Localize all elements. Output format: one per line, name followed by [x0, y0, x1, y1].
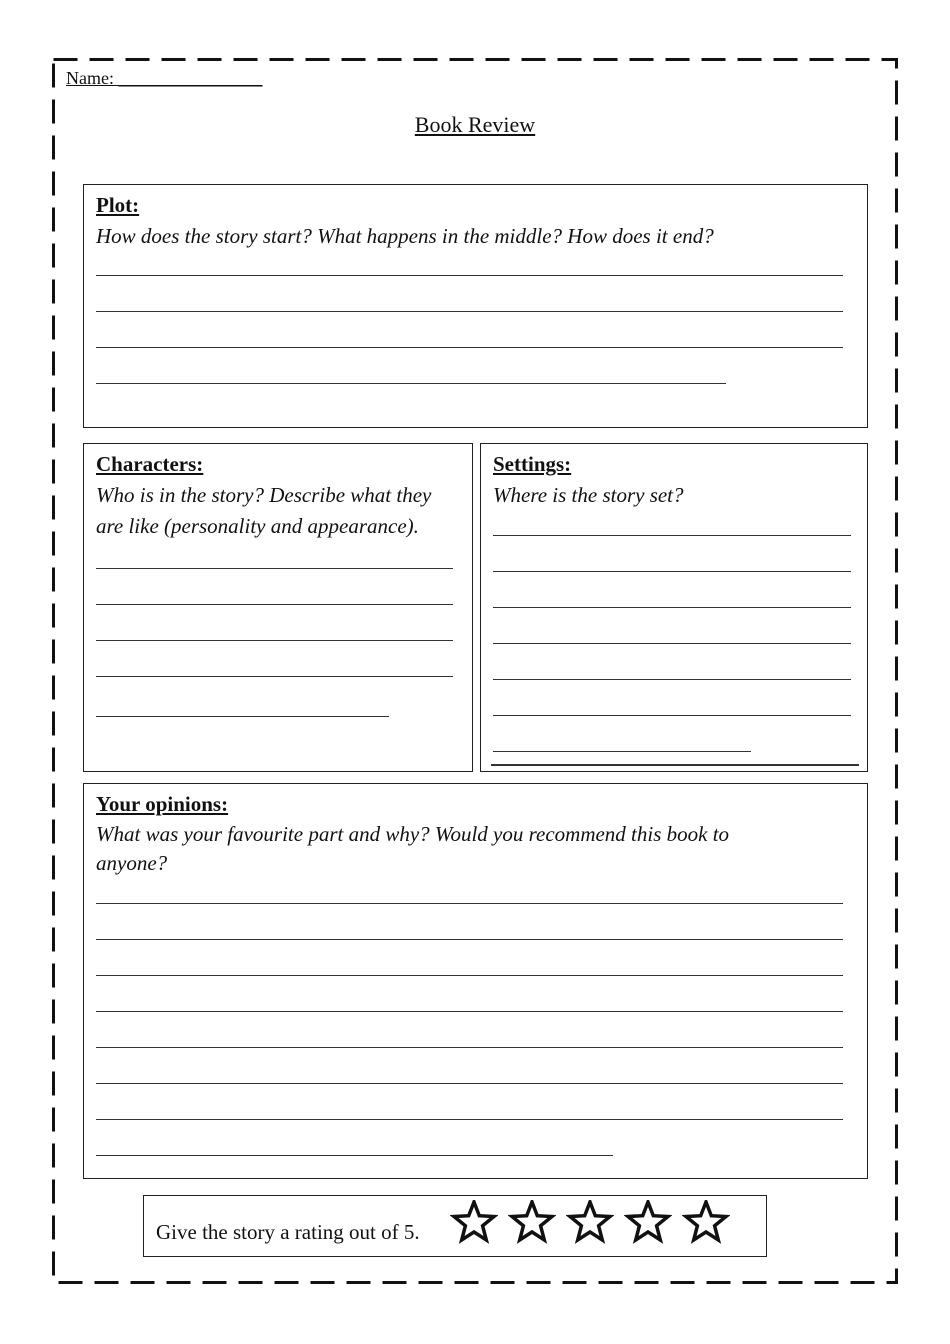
settings-section	[480, 443, 868, 772]
characters-writing-line[interactable]	[96, 676, 453, 677]
characters-writing-line[interactable]	[96, 640, 453, 641]
opinions-writing-line[interactable]	[96, 975, 843, 976]
plot-writing-line[interactable]	[96, 275, 843, 276]
opinions-writing-line[interactable]	[96, 1119, 843, 1120]
characters-section	[83, 443, 473, 772]
rating-label: Give the story a rating out of 5.	[156, 1220, 420, 1244]
characters-prompt-line: Who is in the story? Describe what they	[96, 483, 432, 507]
settings-heading: Settings:	[493, 452, 572, 476]
star-icon[interactable]	[450, 1200, 498, 1244]
plot-heading: Plot:	[96, 193, 140, 217]
star-icon[interactable]	[624, 1200, 672, 1244]
opinions-writing-line[interactable]	[96, 903, 843, 904]
plot-writing-line[interactable]	[96, 311, 843, 312]
opinions-writing-line[interactable]	[96, 1047, 843, 1048]
plot-section	[83, 184, 868, 428]
page-title: Book Review	[414, 112, 536, 137]
opinions-writing-line[interactable]	[96, 1011, 843, 1012]
opinions-prompt	[96, 820, 729, 878]
settings-writing-line[interactable]	[493, 571, 851, 572]
star-icon[interactable]	[682, 1200, 730, 1244]
characters-writing-line[interactable]	[96, 716, 389, 717]
characters-prompt-line: are like (personality and appearance).	[96, 514, 419, 538]
name-field[interactable]: Name: ________________	[66, 68, 263, 88]
settings-prompt: Where is the story set?	[493, 483, 684, 507]
characters-prompt	[96, 480, 431, 542]
plot-writing-line[interactable]	[96, 383, 726, 384]
opinions-writing-line[interactable]	[96, 1155, 613, 1156]
settings-writing-line[interactable]	[493, 679, 851, 680]
settings-writing-line[interactable]	[493, 715, 851, 716]
characters-writing-line[interactable]	[96, 604, 453, 605]
opinions-writing-line[interactable]	[96, 939, 843, 940]
rating-section	[143, 1195, 767, 1257]
opinions-heading: Your opinions:	[96, 792, 229, 816]
characters-writing-line[interactable]	[96, 568, 453, 569]
star-icon[interactable]	[508, 1200, 556, 1244]
opinions-prompt-line: anyone?	[96, 851, 168, 875]
settings-writing-line[interactable]	[493, 607, 851, 608]
characters-heading: Characters:	[96, 452, 204, 476]
settings-writing-line[interactable]	[493, 643, 851, 644]
settings-writing-line[interactable]	[493, 751, 751, 752]
plot-writing-line[interactable]	[96, 347, 843, 348]
opinions-writing-line[interactable]	[96, 1083, 843, 1084]
opinions-prompt-line: What was your favourite part and why? Would you recommend this book to	[96, 822, 730, 846]
star-icon[interactable]	[566, 1200, 614, 1244]
plot-prompt: How does the story start? What happens in the middle? How does it end?	[96, 224, 714, 248]
settings-bottom-rule	[491, 764, 859, 766]
opinions-section	[83, 783, 868, 1179]
settings-writing-line[interactable]	[493, 535, 851, 536]
